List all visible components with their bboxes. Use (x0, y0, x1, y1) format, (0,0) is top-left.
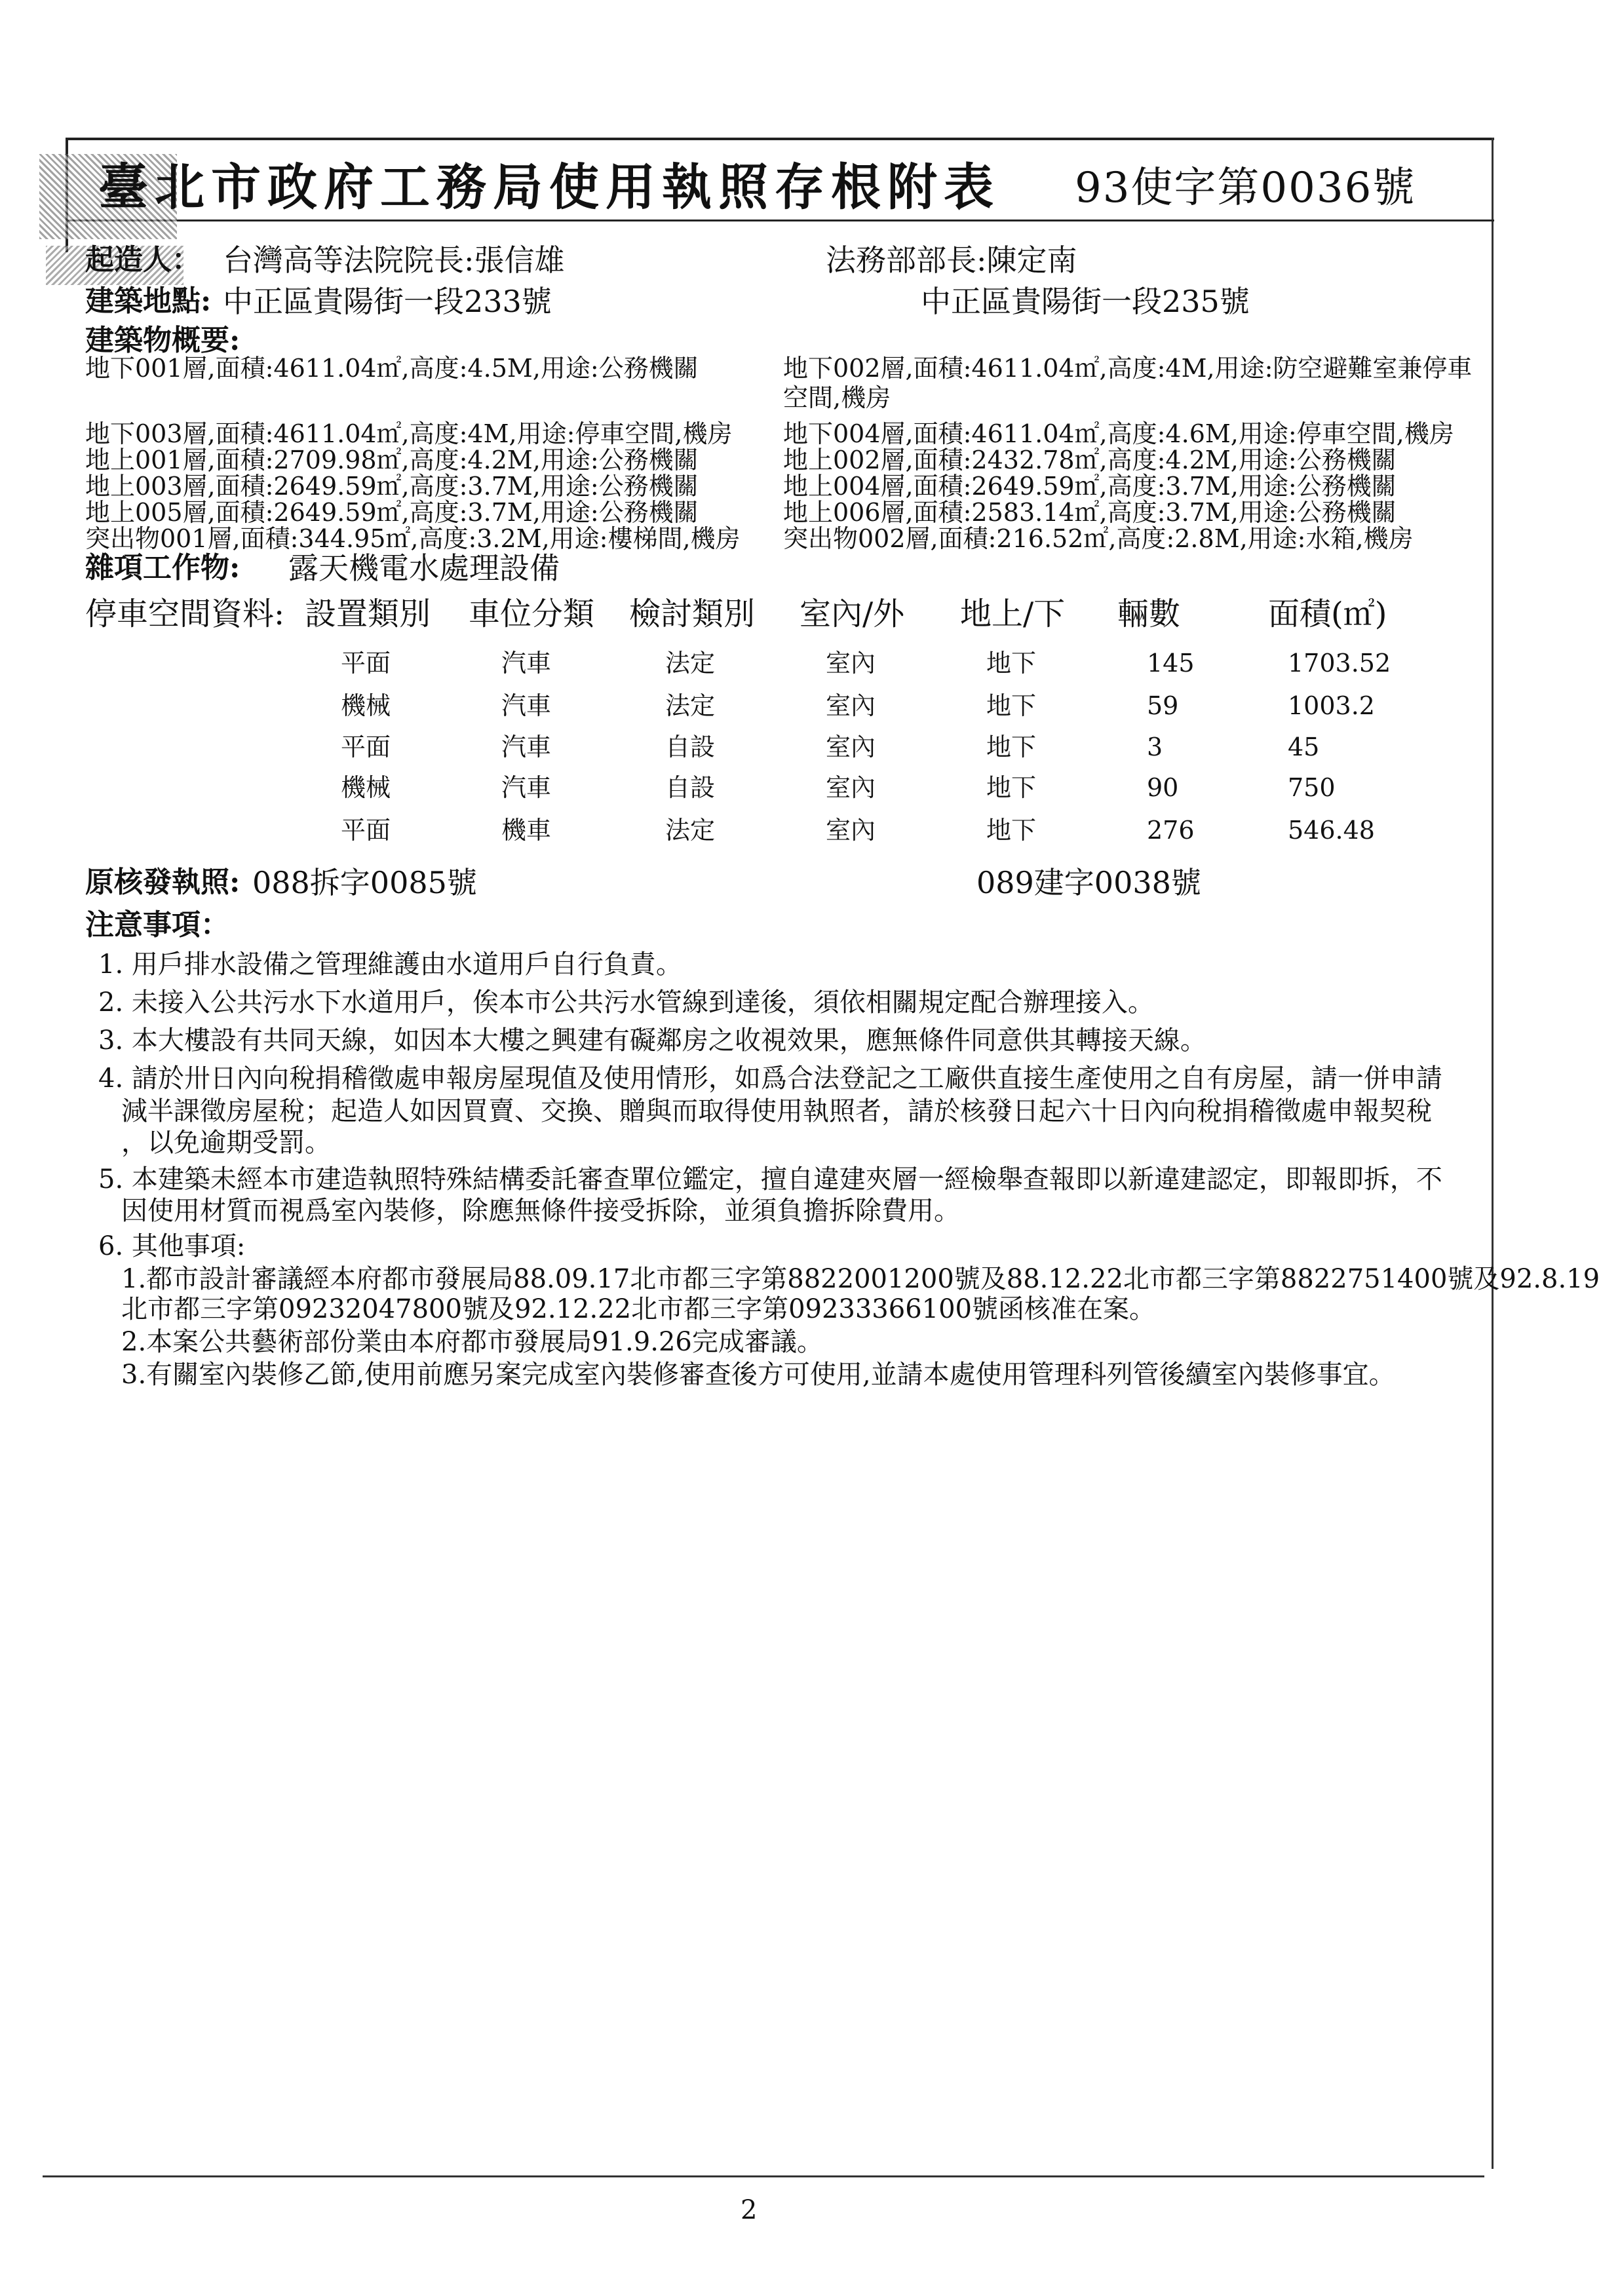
parking-cell: 汽車 (501, 773, 552, 802)
parking-header: 輛數 (1117, 596, 1181, 632)
overview-row-left: 地上001層,面積:2709.98㎡,高度:4.2M,用途:公務機關 (85, 446, 699, 474)
overview-row-right: 地下002層,面積:4611.04㎡,高度:4M,用途:防空避難室兼停車 (783, 354, 1473, 383)
overview-row-left: 地上005層,面積:2649.59㎡,高度:3.7M,用途:公務機關 (85, 498, 699, 527)
applicant-right: 法務部部長:陳定南 (826, 242, 1077, 278)
parking-cell: 45 (1288, 733, 1320, 761)
parking-cell: 室內 (826, 649, 876, 678)
notes-label: 注意事項： (85, 908, 229, 942)
parking-header: 設置類別 (305, 596, 431, 632)
parking-cell: 自設 (665, 773, 716, 802)
note-line: 2.本案公共藝術部份業由本府都市發展局91.9.26完成審議。 (121, 1327, 823, 1357)
note-line: ，以免逾期受罰。 (121, 1128, 331, 1158)
frame-top-line (66, 138, 1494, 140)
document-number: 93使字第0036號 (1075, 164, 1416, 212)
parking-cell: 法定 (665, 649, 716, 678)
parking-cell: 地下 (986, 773, 1037, 802)
parking-cell: 地下 (986, 733, 1037, 761)
parking-label: 停車空間資料: (85, 596, 285, 632)
site-label: 建築地點: (85, 284, 212, 318)
document-title: 臺北市政府工務局使用執照存根附表 (98, 158, 1000, 216)
overview-row-right: 地下004層,面積:4611.04㎡,高度:4.6M,用途:停車空間,機房 (783, 419, 1454, 448)
parking-cell: 室內 (826, 773, 876, 802)
overview-row-left: 地上003層,面積:2649.59㎡,高度:3.7M,用途:公務機關 (85, 472, 699, 501)
misc-value: 露天機電水處理設備 (288, 550, 560, 586)
overview-row-right: 地上006層,面積:2583.14㎡,高度:3.7M,用途:公務機關 (783, 498, 1397, 527)
site-left: 中正區貴陽街一段233號 (223, 284, 552, 319)
parking-header: 檢討類別 (629, 596, 756, 632)
parking-cell: 1703.52 (1288, 649, 1391, 678)
parking-cell: 自設 (665, 733, 716, 761)
overview-row-right: 地上002層,面積:2432.78㎡,高度:4.2M,用途:公務機關 (783, 446, 1397, 474)
note-line: 因使用材質而視爲室內裝修，除應無條件接受拆除，並須負擔拆除費用。 (121, 1196, 960, 1226)
misc-label: 雜項工作物: (85, 551, 241, 584)
parking-cell: 法定 (665, 691, 716, 720)
original-license-label: 原核發執照: (85, 866, 241, 899)
page-number: 2 (741, 2195, 758, 2225)
applicant-left: 台灣高等法院院長:張信雄 (223, 242, 565, 278)
parking-cell: 地下 (986, 691, 1037, 720)
header-separator (66, 220, 1494, 221)
parking-cell: 地下 (986, 649, 1037, 678)
note-line: 5. 本建築未經本市建造執照特殊結構委託審查單位鑑定，擅自違建夾層一經檢舉查報即以新違建認定，即報即拆，不 (98, 1164, 1442, 1195)
parking-cell: 90 (1147, 773, 1179, 802)
parking-cell: 地下 (986, 816, 1037, 845)
note-line: 北市都三字第09232047800號及92.12.22北市都三字第09233366100號函核准在案。 (121, 1294, 1156, 1324)
parking-cell: 法定 (665, 816, 716, 845)
overview-row-right: 地上004層,面積:2649.59㎡,高度:3.7M,用途:公務機關 (783, 472, 1397, 501)
parking-cell: 平面 (341, 649, 391, 678)
original-license-left: 088拆字0085號 (252, 865, 477, 900)
site-right: 中正區貴陽街一段235號 (921, 284, 1250, 319)
note-line: 減半課徵房屋稅；起造人如因買賣、交換、贈與而取得使用執照者，請於核發日起六十日內向稅捐稽徵處申報契稅 (121, 1096, 1432, 1126)
note-line: 3. 本大樓設有共同天線，如因本大樓之興建有礙鄰房之收視效果，應無條件同意供其轉接天線。 (98, 1025, 1206, 1056)
overview-row-left: 地下003層,面積:4611.04㎡,高度:4M,用途:停車空間,機房 (85, 419, 733, 448)
parking-cell: 汽車 (501, 691, 552, 720)
note-line: 2. 未接入公共污水下水道用戶，俟本市公共污水管線到達後，須依相關規定配合辦理接入。 (98, 987, 1154, 1018)
parking-header: 地上/下 (960, 596, 1066, 632)
parking-cell: 750 (1288, 773, 1336, 802)
parking-header: 車位分類 (469, 596, 595, 632)
parking-cell: 3 (1147, 733, 1163, 761)
note-line: 3.有關室內裝修乙節,使用前應另案完成室內裝修審查後方可使用,並請本處使用管理科列管後續室內裝修事宜。 (121, 1360, 1395, 1390)
parking-cell: 546.48 (1288, 816, 1375, 845)
overview-label: 建築物概要: (85, 324, 241, 357)
parking-cell: 機車 (501, 816, 552, 845)
overview-row-right: 空間,機房 (783, 383, 891, 412)
overview-row-right: 突出物002層,面積:216.52㎡,高度:2.8M,用途:水箱,機房 (783, 524, 1414, 553)
parking-cell: 室內 (826, 733, 876, 761)
parking-cell: 室內 (826, 691, 876, 720)
parking-cell: 平面 (341, 816, 391, 845)
parking-cell: 機械 (341, 773, 391, 802)
overview-row-left: 地下001層,面積:4611.04㎡,高度:4.5M,用途:公務機關 (85, 354, 699, 383)
applicant-label: 起造人： (85, 243, 201, 277)
parking-header: 面積(㎡) (1268, 596, 1387, 632)
parking-cell: 室內 (826, 816, 876, 845)
parking-cell: 汽車 (501, 649, 552, 678)
original-license-right: 089建字0038號 (976, 865, 1201, 900)
frame-right-line (1492, 138, 1494, 2169)
parking-cell: 1003.2 (1288, 691, 1375, 720)
parking-cell: 汽車 (501, 733, 552, 761)
parking-cell: 機械 (341, 691, 391, 720)
parking-cell: 276 (1147, 816, 1195, 845)
note-line: 1. 用戶排水設備之管理維護由水道用戶自行負責。 (98, 949, 682, 980)
parking-cell: 59 (1147, 691, 1179, 720)
note-line: 4. 請於卅日內向稅捐稽徵處申報房屋現值及使用情形，如爲合法登記之工廠供直接生產使用之自有房屋，請一併申請 (98, 1063, 1442, 1094)
parking-cell: 平面 (341, 733, 391, 761)
overview-row-left: 突出物001層,面積:344.95㎡,高度:3.2M,用途:樓梯間,機房 (85, 524, 741, 553)
parking-cell: 145 (1147, 649, 1195, 678)
parking-header: 室內/外 (800, 596, 905, 632)
note-line: 1.都市設計審議經本府都市發展局88.09.17北市都三字第8822001200號及88.12.22北市都三字第8822751400號及92.8.19 (121, 1264, 1600, 1294)
note-line: 6. 其他事項: (98, 1231, 246, 1261)
frame-bottom-line (43, 2175, 1484, 2177)
